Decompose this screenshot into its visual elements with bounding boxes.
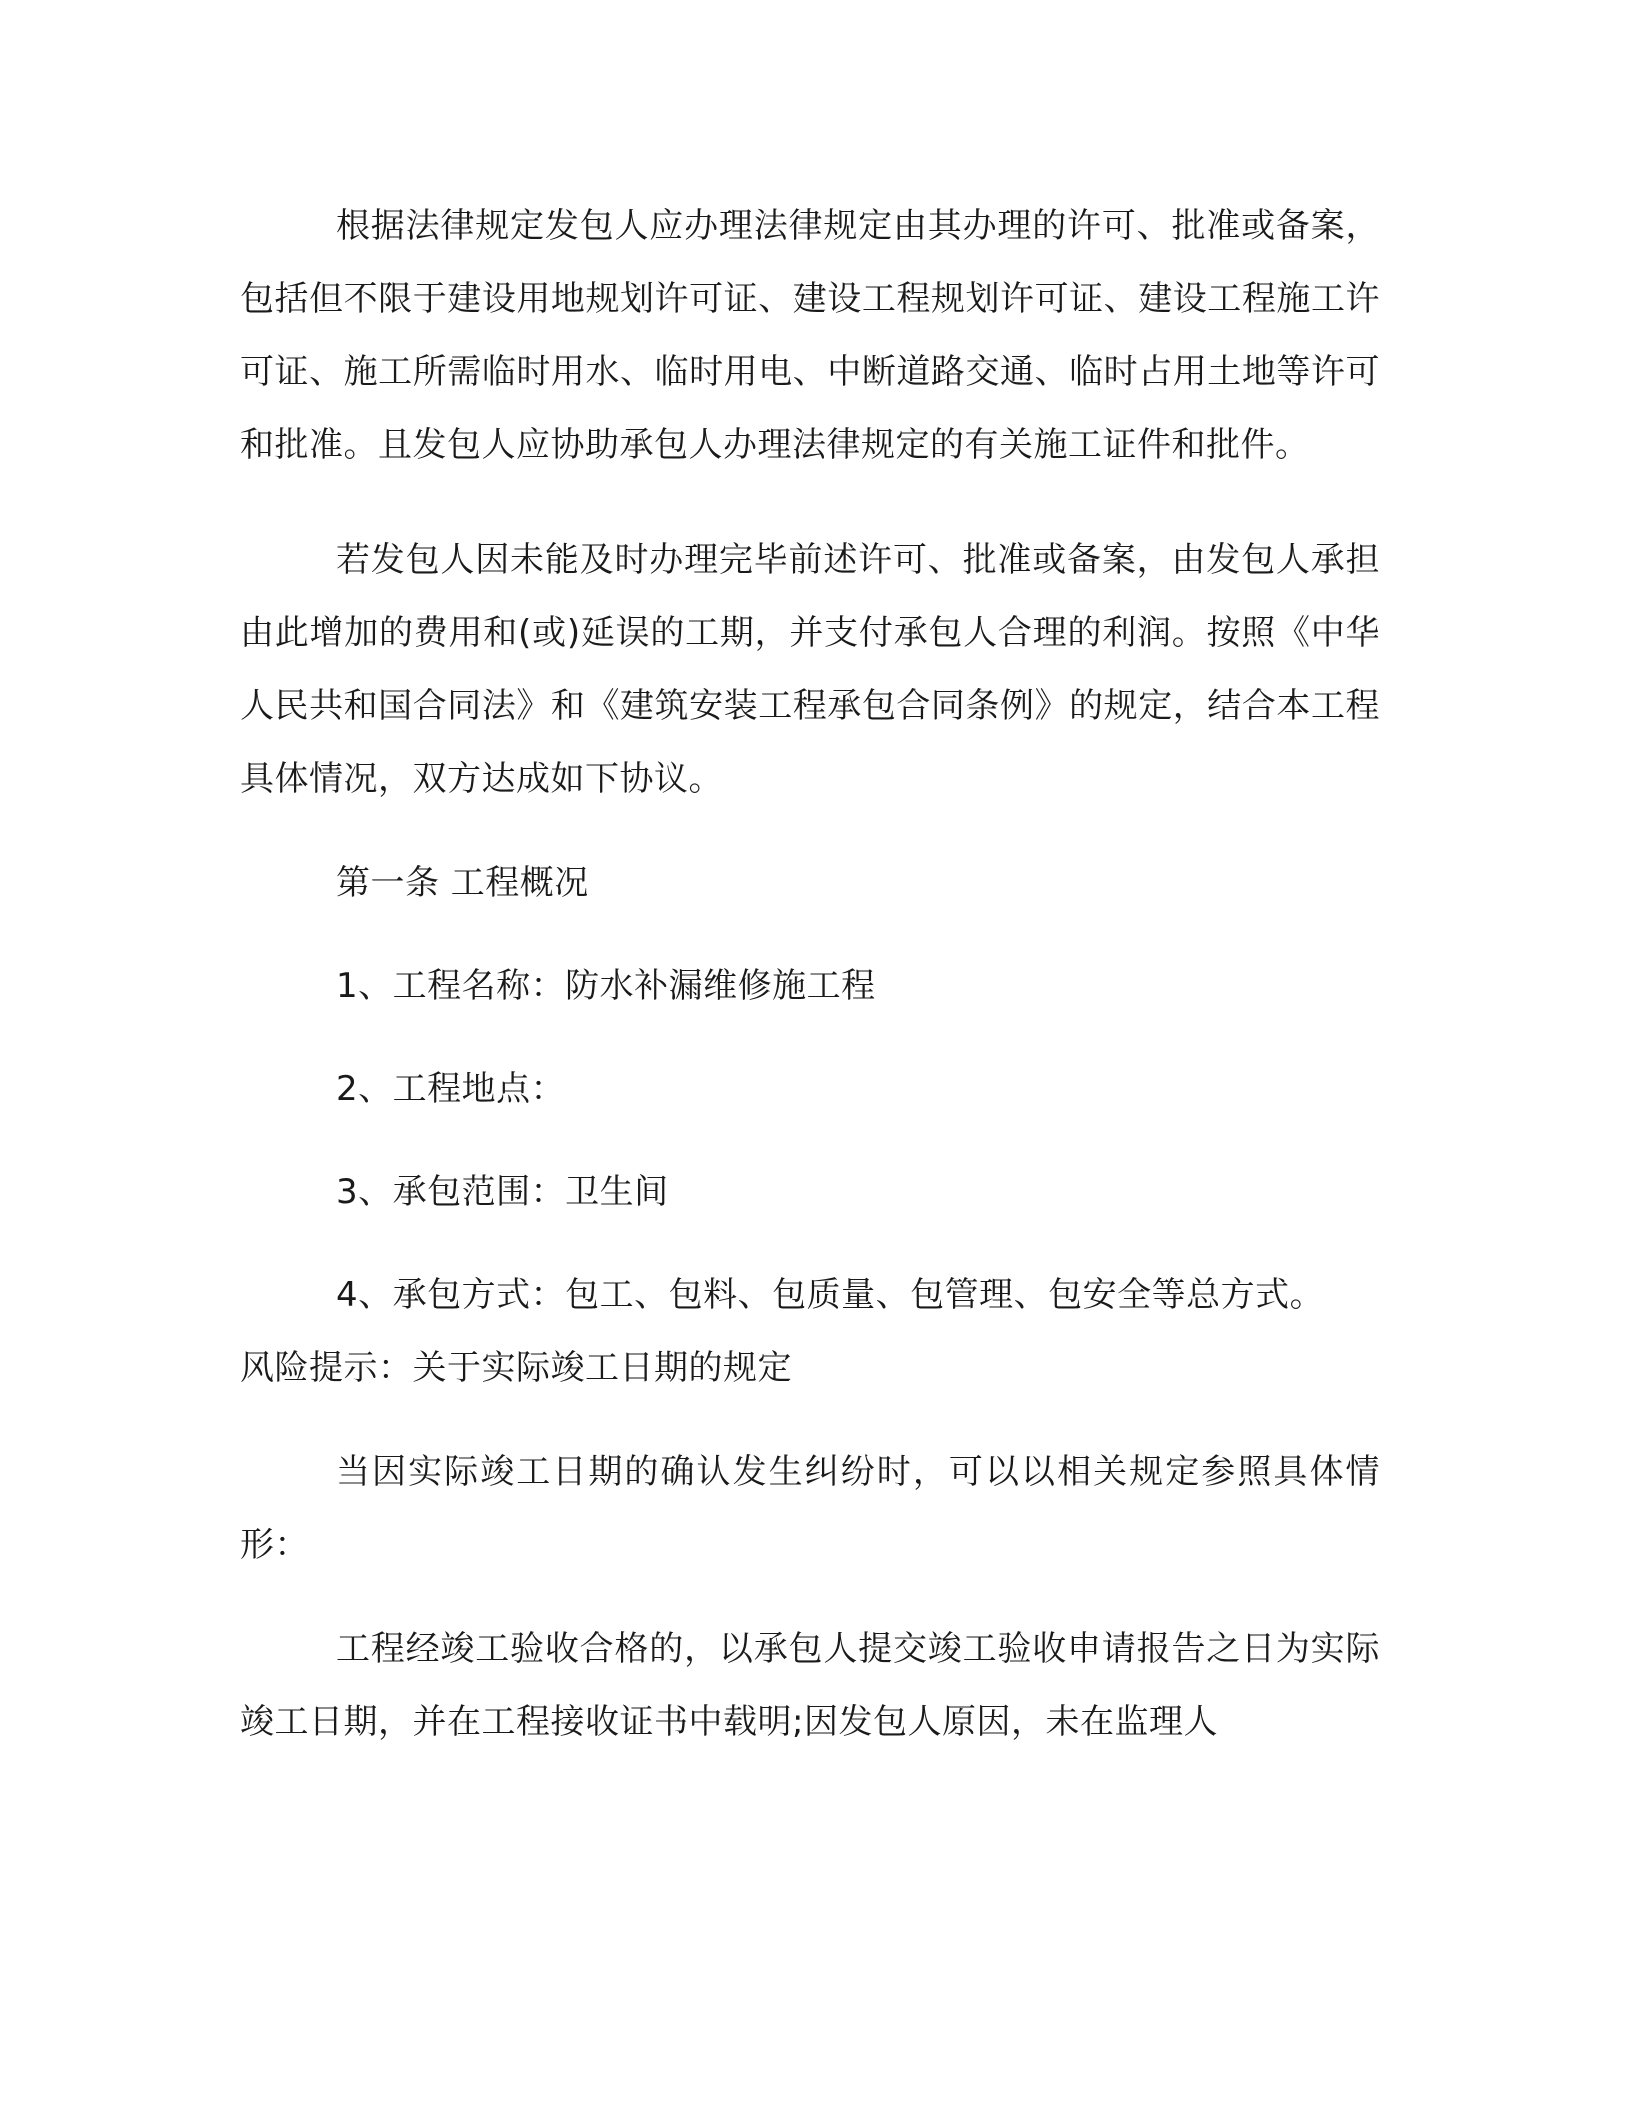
paragraph-completion-dispute: 当因实际竣工日期的确认发生纠纷时，可以以相关规定参照具体情形： [240,1452,1380,1565]
item-project-location: 2、工程地点： [336,1069,566,1109]
article-heading: 第一条 工程概况 [336,863,589,903]
paragraph-delay-liability: 若发包人因未能及时办理完毕前述许可、批准或备案，由发包人承担由此增加的费用和(或)延误的工期，并支付承包人合理的利润。按照《中华人民共和国合同法》和《建筑安装工程承包合同条例》的规定，结合本工程具体情况，双方达成如下协议。 [240,540,1380,799]
item-project-name: 1、工程名称：防水补漏维修施工程 [336,966,876,1006]
paragraph-completion-date: 工程经竣工验收合格的，以承包人提交竣工验收申请报告之日为实际竣工日期，并在工程接收证书中载明;因发包人原因，未在监理人 [240,1629,1380,1742]
risk-notice: 风险提示：关于实际竣工日期的规定 [240,1348,792,1388]
paragraph-permits: 根据法律规定发包人应办理法律规定由其办理的许可、批准或备案，包括但不限于建设用地规划许可证、建设工程规划许可证、建设工程施工许可证、施工所需临时用水、临时用电、中断道路交通、临时占用土地等许可和批准。且发包人应协助承包人办理法律规定的有关施工证件和批件。 [240,206,1380,465]
document-body [240,190,1380,1759]
item-contract-scope: 3、承包范围：卫生间 [336,1172,669,1212]
item-contract-method: 4、承包方式：包工、包料、包质量、包管理、包安全等总方式。 [336,1275,1325,1315]
